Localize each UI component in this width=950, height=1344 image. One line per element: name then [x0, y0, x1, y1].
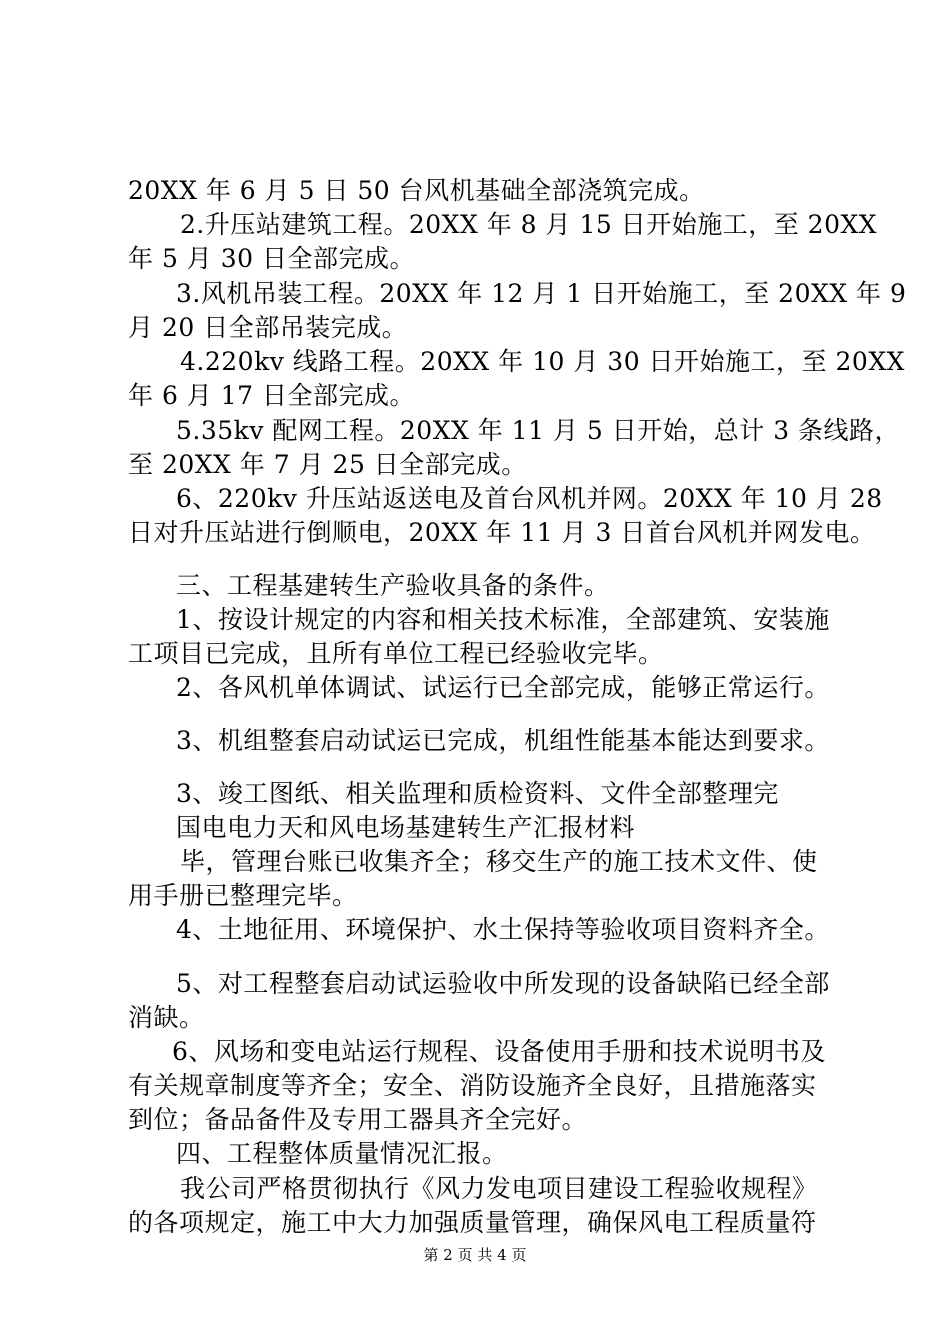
body-line: 3、机组整套启动试运已完成，机组性能基本能达到要求。	[176, 726, 830, 755]
body-line: 年 6 月 17 日全部完成。	[128, 381, 416, 410]
body-line: 的各项规定，施工中大力加强质量管理，确保风电工程质量符	[128, 1208, 817, 1237]
page-number-footer: 第 2 页 共 4 页	[423, 1246, 527, 1264]
body-line: 月 20 日全部吊装完成。	[128, 313, 408, 342]
page-header-text: 国电电力天和风电场基建转生产汇报材料	[176, 813, 636, 842]
body-line: 日对升压站进行倒顺电，20XX 年 11 月 3 日首台风机并网发电。	[128, 518, 876, 547]
body-line: 3、竣工图纸、相关监理和质检资料、文件全部整理完	[176, 779, 779, 808]
body-line: 我公司严格贯彻执行《风力发电项目建设工程验收规程》	[180, 1174, 818, 1203]
body-line: 5、对工程整套启动试运验收中所发现的设备缺陷已经全部	[176, 969, 830, 998]
body-line: 2、各风机单体调试、试运行已全部完成，能够正常运行。	[176, 673, 830, 702]
body-line: 到位；备品备件及专用工器具齐全完好。	[128, 1105, 588, 1134]
body-line: 3.风机吊装工程。20XX 年 12 月 1 日开始施工，至 20XX 年 9	[176, 279, 907, 308]
body-line: 1、按设计规定的内容和相关技术标准，全部建筑、安装施	[176, 605, 830, 634]
section-heading: 三、工程基建转生产验收具备的条件。	[176, 571, 610, 600]
body-line: 用手册已整理完毕。	[128, 881, 358, 910]
body-line: 2.升压站建筑工程。20XX 年 8 月 15 日开始施工，至 20XX	[180, 210, 878, 239]
body-line: 4.220kv 线路工程。20XX 年 10 月 30 日开始施工，至 20XX	[180, 347, 905, 376]
body-line: 有关规章制度等齐全；安全、消防设施齐全良好，且措施落实	[128, 1071, 817, 1100]
body-line: 年 5 月 30 日全部完成。	[128, 244, 416, 273]
body-line: 4、土地征用、环境保护、水土保持等验收项目资料齐全。	[176, 915, 830, 944]
body-line: 6、风场和变电站运行规程、设备使用手册和技术说明书及	[172, 1037, 826, 1066]
body-line: 工项目已完成，且所有单位工程已经验收完毕。	[128, 639, 664, 668]
body-line: 6、220kv 升压站返送电及首台风机并网。20XX 年 10 月 28	[176, 484, 883, 513]
body-line: 消缺。	[128, 1003, 205, 1032]
section-heading: 四、工程整体质量情况汇报。	[176, 1139, 508, 1168]
body-line: 5.35kv 配网工程。20XX 年 11 月 5 日开始，总计 3 条线路，	[176, 416, 901, 445]
body-line: 至 20XX 年 7 月 25 日全部完成。	[128, 450, 527, 479]
body-line: 20XX 年 6 月 5 日 50 台风机基础全部浇筑完成。	[128, 176, 705, 205]
body-line: 毕，管理台账已收集齐全；移交生产的施工技术文件、使	[180, 847, 818, 876]
